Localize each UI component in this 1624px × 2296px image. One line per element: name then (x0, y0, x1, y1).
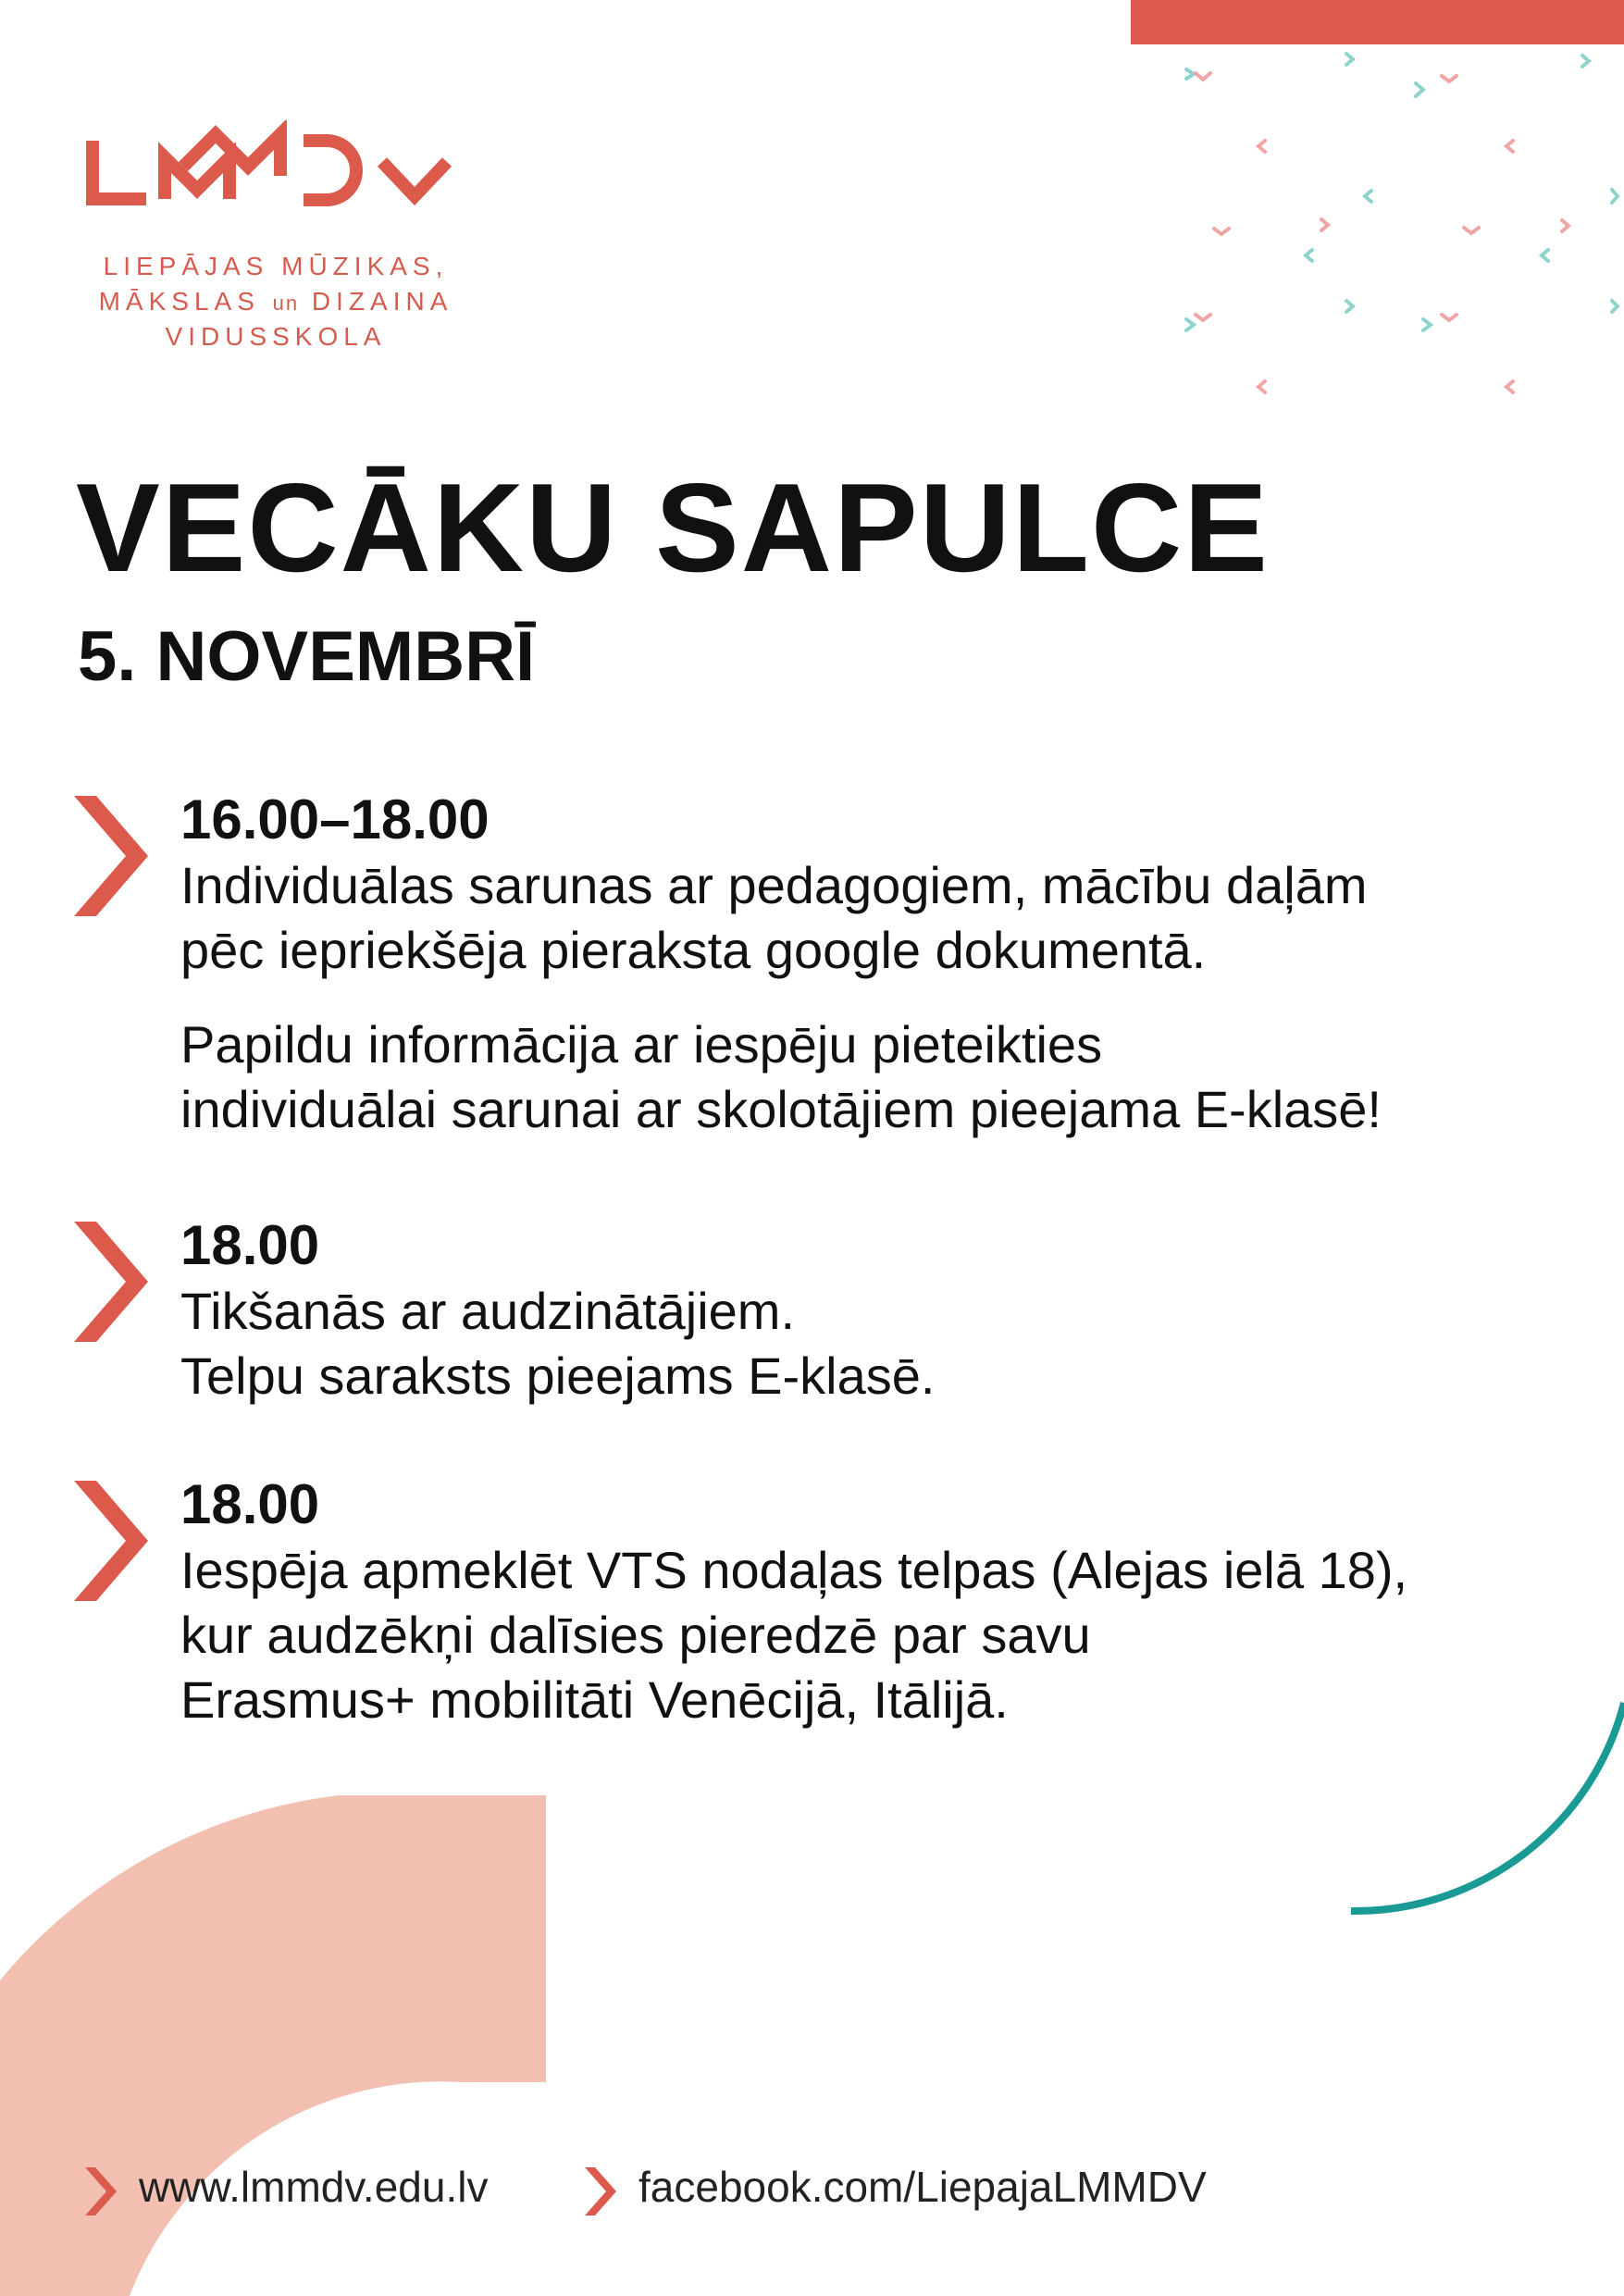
confetti-chevron (1612, 190, 1618, 203)
confetti-chevron (1186, 319, 1194, 330)
description-line: Papildu informācija ar iespēju pieteikties (180, 1015, 1103, 1074)
website-url[interactable]: www.lmmdv.edu.lv (139, 2163, 489, 2211)
confetti-chevron (1442, 76, 1457, 81)
school-name-line-1: LIEPĀJAS MŪZIKAS, (103, 252, 449, 280)
schedule-description (180, 853, 1568, 983)
schedule-description (180, 1279, 1568, 1409)
chevron-right-icon (74, 1222, 148, 1342)
description-line: Tikšanās ar audzinātājiem. (180, 1282, 796, 1340)
facebook-link[interactable] (585, 2154, 1325, 2219)
schedule-time: 18.00 (180, 1473, 320, 1535)
facebook-url[interactable]: facebook.com/LiepajaLMMDV (638, 2163, 1207, 2211)
confetti-chevron (1186, 69, 1194, 79)
event-date: 5. NOVEMBRĪ (78, 617, 536, 696)
confetti-chevron (1562, 220, 1568, 231)
website-link[interactable] (85, 2154, 566, 2219)
confetti-chevron (1346, 301, 1353, 312)
school-name-word: MĀKSLAS (98, 287, 260, 316)
chevron-right-icon (74, 796, 148, 916)
confetti-chevron (1258, 141, 1265, 152)
schedule-time: 16.00–18.00 (180, 788, 490, 850)
schedule-item (74, 1471, 1555, 1749)
lmmdv-logo-mark-icon (81, 120, 470, 231)
description-line: Erasmus+ mobilitāti Venēcijā, Itālijā. (180, 1670, 1009, 1729)
chevron-right-icon (74, 1481, 148, 1601)
confetti-chevron (1423, 319, 1431, 330)
schedule-description (180, 1538, 1568, 1732)
schedule-item (74, 1212, 1555, 1425)
confetti-chevron (1346, 54, 1353, 65)
school-name-word: un (272, 292, 300, 315)
description-line: Telpu saraksts pieejams E-klasē. (180, 1347, 936, 1405)
school-name-word: DIZAINA (311, 287, 453, 316)
confetti-chevron (1582, 56, 1589, 67)
page-title: VECĀKU SAPULCE (76, 457, 1270, 598)
confetti-chevron (1306, 250, 1312, 261)
confetti-chevron (1416, 83, 1423, 96)
schedule-item (74, 787, 1555, 1157)
school-name-line-2 (81, 285, 470, 320)
confetti-chevron (1612, 301, 1618, 312)
confetti-chevron (1196, 73, 1210, 80)
chevron-right-icon (85, 2167, 117, 2215)
confetti-chevron (1196, 315, 1210, 320)
confetti-chevron (1321, 219, 1328, 230)
school-logo (81, 120, 470, 361)
description-line: Iespēja apmeklēt VTS nodaļas telpas (Alejas ielā 18), (180, 1541, 1408, 1599)
confetti-chevron (1464, 228, 1479, 233)
confetti-chevron (1442, 315, 1457, 320)
description-line: pēc iepriekšēja pieraksta google dokumentā. (180, 921, 1207, 979)
confetti-chevron (1258, 381, 1265, 392)
description-line: Individuālas sarunas ar pedagogiem, mācību daļām (180, 856, 1368, 914)
confetti-chevron (1506, 381, 1513, 392)
chevron-right-icon (585, 2167, 616, 2215)
confetti-chevron (1542, 250, 1548, 261)
peach-arc-decoration (0, 1795, 546, 2296)
confetti-chevron (1214, 229, 1229, 234)
description-line: kur audzēkņi dalīsies pieredzē par savu (180, 1606, 1091, 1664)
schedule-description (180, 1012, 1568, 1142)
confetti-chevron (1365, 191, 1371, 202)
description-line: individuālai sarunai ar skolotājiem pieejama E-klasē! (180, 1080, 1382, 1138)
school-name-line-3: VIDUSSKOLA (165, 322, 387, 351)
confetti-chevron (1506, 141, 1513, 152)
schedule-time: 18.00 (180, 1214, 320, 1276)
chevron-confetti-decoration (1147, 37, 1624, 426)
